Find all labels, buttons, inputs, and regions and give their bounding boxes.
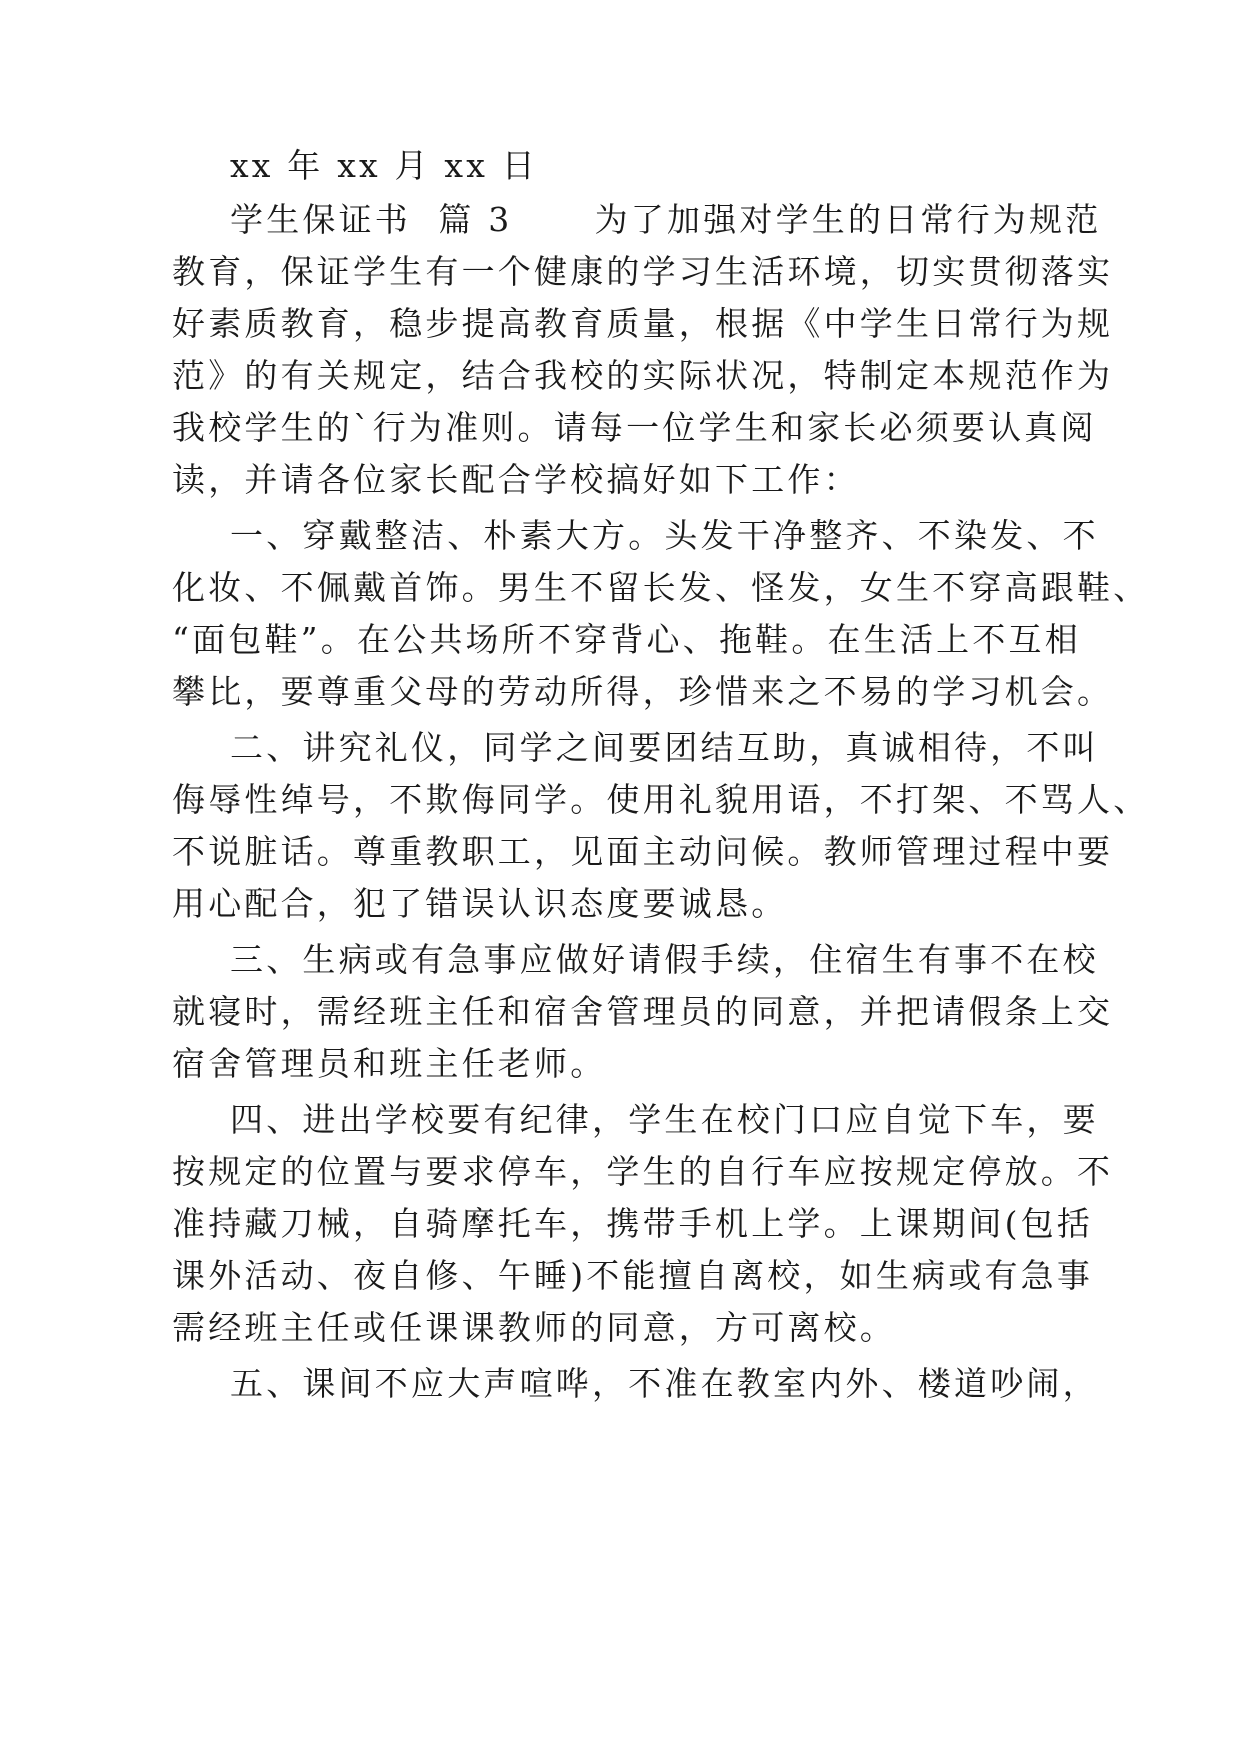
text-line: 侮辱性绰号，不欺侮同学。使用礼貌用语，不打架、不骂人、 (172, 780, 1150, 819)
text-line: 我校学生的`行为准则。请每一位学生和家长必须要认真阅 (172, 408, 1097, 447)
text-line: 读，并请各位家长配合学校搞好如下工作： (172, 460, 860, 499)
paragraph-start-line: 四、进出学校要有纪律，学生在校门口应自觉下车，要 (230, 1100, 1099, 1139)
text-line: “面包鞋”。在公共场所不穿背心、拖鞋。在生活上不互相 (172, 620, 1081, 659)
text-line: 不说脏话。尊重教职工，见面主动问候。教师管理过程中要 (172, 832, 1114, 871)
text-line: 化妆、不佩戴首饰。男生不留长发、怪发，女生不穿高跟鞋、 (172, 568, 1150, 607)
text-line: 用心配合，犯了错误认识态度要诚恳。 (172, 884, 788, 923)
section-heading-line: 学生保证书 篇 3 为了加强对学生的日常行为规范 (230, 200, 1102, 239)
text-line: 课外活动、夜自修、午睡)不能擅自离校，如生病或有急事 (172, 1256, 1094, 1295)
text-line: 按规定的位置与要求停车，学生的自行车应按规定停放。不 (172, 1152, 1114, 1191)
text-line: 范》的有关规定，结合我校的实际状况，特制定本规范作为 (172, 356, 1114, 395)
text-line: 就寝时，需经班主任和宿舍管理员的同意，并把请假条上交 (172, 992, 1114, 1031)
text-line: 准持藏刀械，自骑摩托车，携带手机上学。上课期间(包括 (172, 1204, 1094, 1243)
paragraph-start-line: 五、课间不应大声喧哗，不准在教室内外、楼道吵闹， (230, 1364, 1099, 1403)
text-line: 攀比，要尊重父母的劳动所得，珍惜来之不易的学习机会。 (172, 672, 1114, 711)
date-line: xx 年 xx 月 xx 日 (230, 146, 538, 185)
text-line: 宿舍管理员和班主任老师。 (172, 1044, 607, 1083)
paragraph-start-line: 三、生病或有急事应做好请假手续，住宿生有事不在校 (230, 940, 1099, 979)
paragraph-start-line: 二、讲究礼仪，同学之间要团结互助，真诚相待，不叫 (230, 728, 1099, 767)
text-line: 好素质教育，稳步提高教育质量，根据《中学生日常行为规 (172, 304, 1114, 343)
text-line: 需经班主任或任课课教师的同意，方可离校。 (172, 1308, 896, 1347)
paragraph-start-line: 一、穿戴整洁、朴素大方。头发干净整齐、不染发、不 (230, 516, 1099, 555)
text-line: 教育，保证学生有一个健康的学习生活环境，切实贯彻落实 (172, 252, 1114, 291)
